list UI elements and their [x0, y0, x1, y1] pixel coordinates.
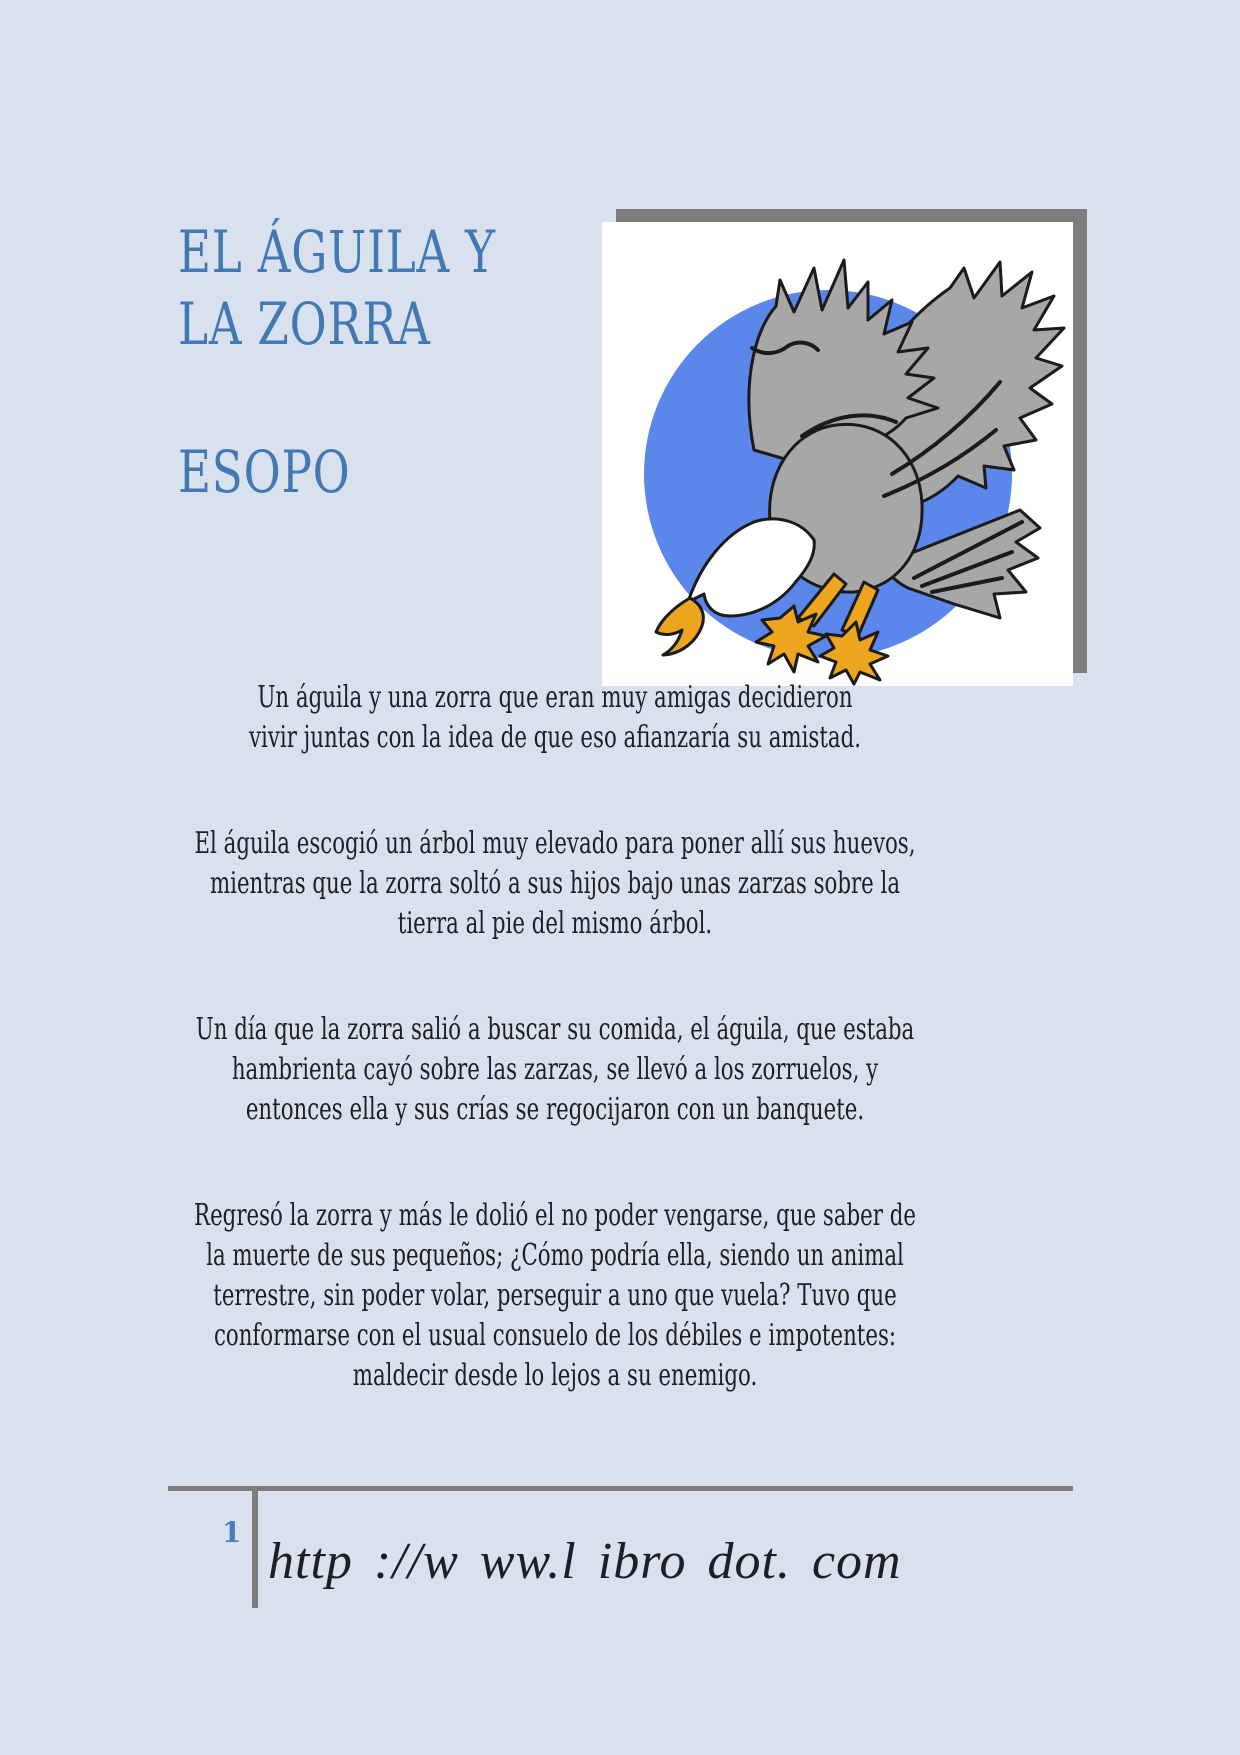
eagle-beak — [656, 598, 703, 655]
page-title-line1: EL ÁGUILA Y — [178, 218, 496, 286]
eagle-clipart — [602, 222, 1073, 686]
eagle-illustration — [602, 222, 1073, 686]
story-paragraphs — [129, 678, 981, 1462]
page-title-line2: LA ZORRA — [178, 290, 431, 358]
story-paragraph: El águila escogió un árbol muy elevado para poner allí sus huevos, mientras que la zorra soltó a sus hijos bajo unas zarzas sobre la tierra al pie del mismo árbol. — [194, 826, 916, 941]
story-paragraph: Un día que la zorra salió a buscar su comida, el águila, que estaba hambrienta cayó sobre las zarzas, se llevó a los zorruelos, y entonces ella y sus crías se regocijaron con un banquete. — [195, 1012, 915, 1127]
footer-vertical-rule — [252, 1490, 258, 1608]
footer-horizontal-rule — [168, 1486, 1073, 1491]
footer-site-link[interactable]: http ://w ww.l ibro dot. com — [268, 1533, 902, 1590]
page-number: 1 — [222, 1516, 242, 1549]
story-paragraph: Un águila y una zorra que eran muy amigas decidieron vivir juntas con la idea de que eso afianzaría su amistad. — [249, 680, 861, 755]
story-paragraph: Regresó la zorra y más le dolió el no poder vengarse, que saber de la muerte de sus pequeños; ¿Cómo podría ella, siendo un animal terrestre, sin poder volar, perseguir a uno que vuela? Tuvo que conformarse con el usual consuelo de los débiles e impotentes: maldecir desde lo lejos a su enemigo. — [194, 1198, 916, 1393]
author-name: ESOPO — [178, 438, 351, 506]
page-title — [178, 216, 496, 360]
